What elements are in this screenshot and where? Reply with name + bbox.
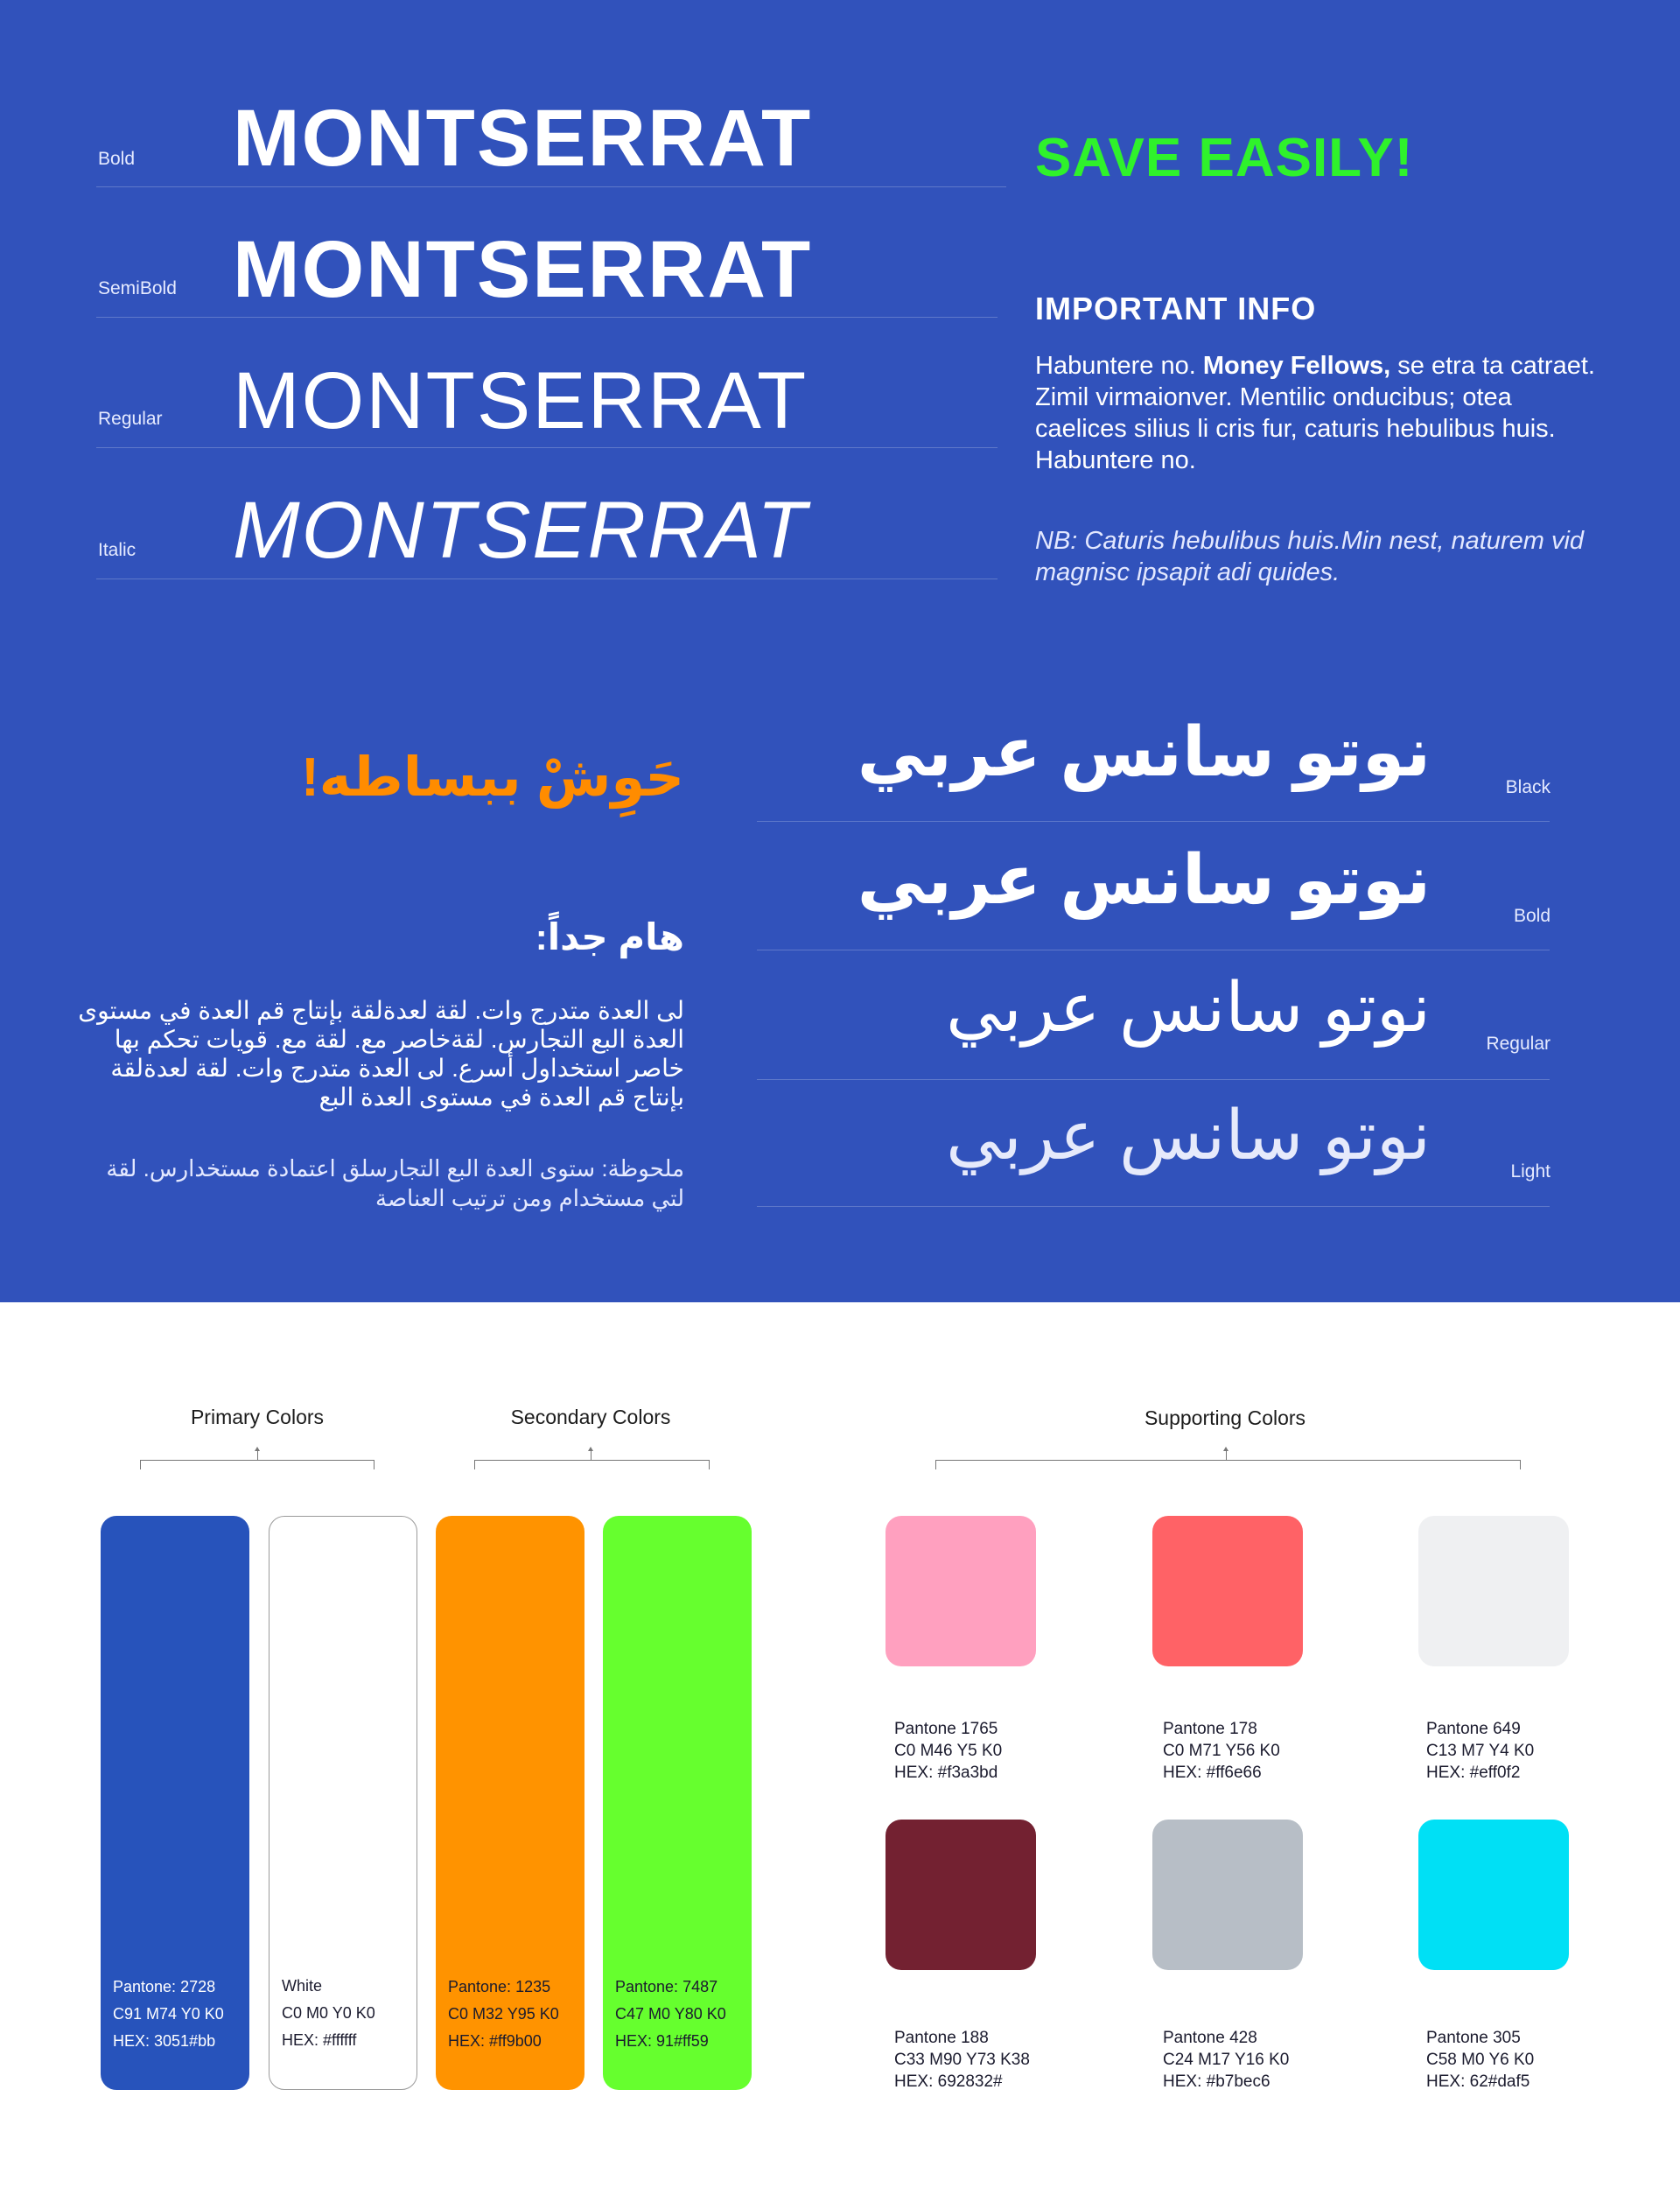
primary-colors-title: Primary Colors (190, 1406, 325, 1428)
swatch-info (615, 1974, 726, 2055)
montserrat-italic-sample: MONTSERRAT (233, 486, 808, 575)
swatch-info (894, 1718, 1002, 1784)
weight-label-regular: Regular (98, 409, 163, 429)
cmyk-label: C0 M46 Y5 K0 (894, 1742, 1003, 1760)
swatch-pantone-7487 (603, 1516, 752, 2090)
montserrat-bold-sample: MONTSERRAT (233, 94, 813, 183)
swatch-info (113, 1974, 224, 2055)
weight-label-black: Black (1505, 777, 1550, 797)
pantone-label: Pantone 649 (1426, 1720, 1521, 1738)
supporting-bracket (935, 1460, 1521, 1469)
pantone-label: Pantone 188 (894, 2029, 989, 2047)
weight-label-semibold: SemiBold (98, 278, 177, 298)
divider (757, 1079, 1550, 1080)
swatch-info (1426, 1718, 1534, 1784)
weight-label-bold-ar: Bold (1513, 906, 1550, 926)
swatch-info (894, 2027, 1030, 2093)
pantone-label: Pantone 178 (1163, 1720, 1257, 1738)
cmyk-label: C24 M17 Y16 K0 (1163, 2051, 1290, 2069)
noto-bold-sample: نوتو سانس عربي (857, 841, 1431, 918)
swatch-pantone-2728 (101, 1516, 249, 2090)
swatch-info (448, 1974, 559, 2055)
hex-label: HEX: #ffffff (282, 2031, 357, 2049)
hex-label: HEX: #f3a3bd (894, 1764, 998, 1782)
arabic-headline: حَوِشْ ببساطه! (301, 747, 684, 808)
weight-label-bold: Bold (98, 149, 136, 169)
pantone-label: Pantone 1765 (894, 1720, 998, 1738)
swatch-pantone-178 (1152, 1516, 1303, 1666)
secondary-bracket (474, 1460, 710, 1469)
bracket-tick (1226, 1451, 1227, 1460)
hex-label: HEX: 692832# (894, 2072, 1003, 2091)
english-note: NB: Caturis hebulibus huis.Min nest, naturem vid magnisc ipsapit adi quides. (1035, 527, 1585, 586)
montserrat-semibold-sample: MONTSERRAT (233, 225, 813, 314)
swatch-info (282, 1973, 375, 2054)
noto-black-sample: نوتو سانس عربي (857, 713, 1431, 790)
swatch-pantone-1765 (886, 1516, 1036, 1666)
hex-label: HEX: 3051#bb (113, 2032, 216, 2050)
primary-bracket (140, 1460, 374, 1469)
cmyk-label: C0 M32 Y95 K0 (448, 2005, 559, 2023)
arabic-note: ملحوظة: ستوى العدة البع التجارسلق اعتمادة مستخدارس. لقة لتي مستخدام ومن ترتيب العناصة (106, 1155, 684, 1211)
arabic-body: لى العدة متدرج وات. لقة لعدةلقة بإنتاج قم العدة في مستوى العدة البع التجارس. لقةخاصر مع. لقة مع. قويات تحكم بها خاصر استخداول أسرع. لى العدة متدرج وات. لقة لعدةلقة بإنتاج قم العدة في مستوى العدة البع (78, 997, 684, 1111)
hex-label: HEX: 91#ff59 (615, 2032, 709, 2050)
montserrat-regular-sample: MONTSERRAT (233, 356, 808, 445)
divider (96, 317, 998, 318)
swatch-info (1426, 2027, 1534, 2093)
swatch-pantone-305 (1418, 1820, 1569, 1970)
pantone-label: White (282, 1977, 323, 1995)
weight-label-light: Light (1510, 1161, 1550, 1182)
swatch-info (1163, 1718, 1280, 1784)
swatch-pantone-649 (1418, 1516, 1569, 1666)
pantone-label: Pantone: 2728 (113, 1978, 216, 1995)
divider (96, 186, 1006, 187)
weight-label-regular-ar: Regular (1486, 1034, 1550, 1054)
english-body (1035, 350, 1595, 476)
english-headline: SAVE EASILY! (1035, 128, 1414, 188)
arabic-title: هام جداً: (535, 916, 684, 957)
hex-label: HEX: #ff9b00 (448, 2032, 542, 2050)
noto-regular-sample: نوتو سانس عربي (946, 969, 1431, 1046)
hex-label: HEX: 62#daf5 (1426, 2072, 1530, 2091)
pantone-label: Pantone 305 (1426, 2029, 1521, 2047)
cmyk-label: C58 M0 Y6 K0 (1426, 2051, 1535, 2069)
hex-label: HEX: #eff0f2 (1426, 1764, 1521, 1782)
pantone-label: Pantone: 7487 (615, 1978, 718, 1995)
cmyk-label: C91 M74 Y0 K0 (113, 2005, 224, 2023)
divider (757, 1206, 1550, 1207)
body-rest: se etra ta catraet. Zimil virmaionver. Mentilic onducibus; otea caelices silius li cris fur, caturis hebulibus huis. Habuntere no. (1035, 352, 1595, 474)
swatch-info (1163, 2027, 1289, 2093)
divider (757, 821, 1550, 822)
swatch-pantone-1235 (436, 1516, 584, 2090)
cmyk-label: C0 M0 Y0 K0 (282, 2004, 375, 2022)
english-title: IMPORTANT INFO (1035, 291, 1317, 326)
bracket-tick (591, 1451, 592, 1460)
cmyk-label: C0 M71 Y56 K0 (1163, 1742, 1280, 1760)
bracket-tick (257, 1451, 258, 1460)
body-lead: Habuntere no. (1035, 352, 1196, 380)
body-brand: Money Fellows, (1202, 352, 1391, 380)
swatch-pantone-188 (886, 1820, 1036, 1970)
swatch-white (269, 1516, 417, 2090)
cmyk-label: C47 M0 Y80 K0 (615, 2005, 726, 2023)
hex-label: HEX: #ff6e66 (1163, 1764, 1262, 1782)
weight-label-italic: Italic (98, 540, 136, 560)
divider (96, 447, 998, 448)
supporting-colors-title: Supporting Colors (1144, 1406, 1306, 1429)
pantone-label: Pantone 428 (1163, 2029, 1257, 2047)
hex-label: HEX: #b7bec6 (1163, 2072, 1270, 2091)
secondary-colors-title: Secondary Colors (510, 1406, 671, 1428)
cmyk-label: C33 M90 Y73 K38 (894, 2051, 1030, 2069)
pantone-label: Pantone: 1235 (448, 1978, 551, 1995)
cmyk-label: C13 M7 Y4 K0 (1426, 1742, 1535, 1760)
swatch-pantone-428 (1152, 1820, 1303, 1970)
noto-light-sample: نوتو سانس عربي (946, 1097, 1431, 1174)
